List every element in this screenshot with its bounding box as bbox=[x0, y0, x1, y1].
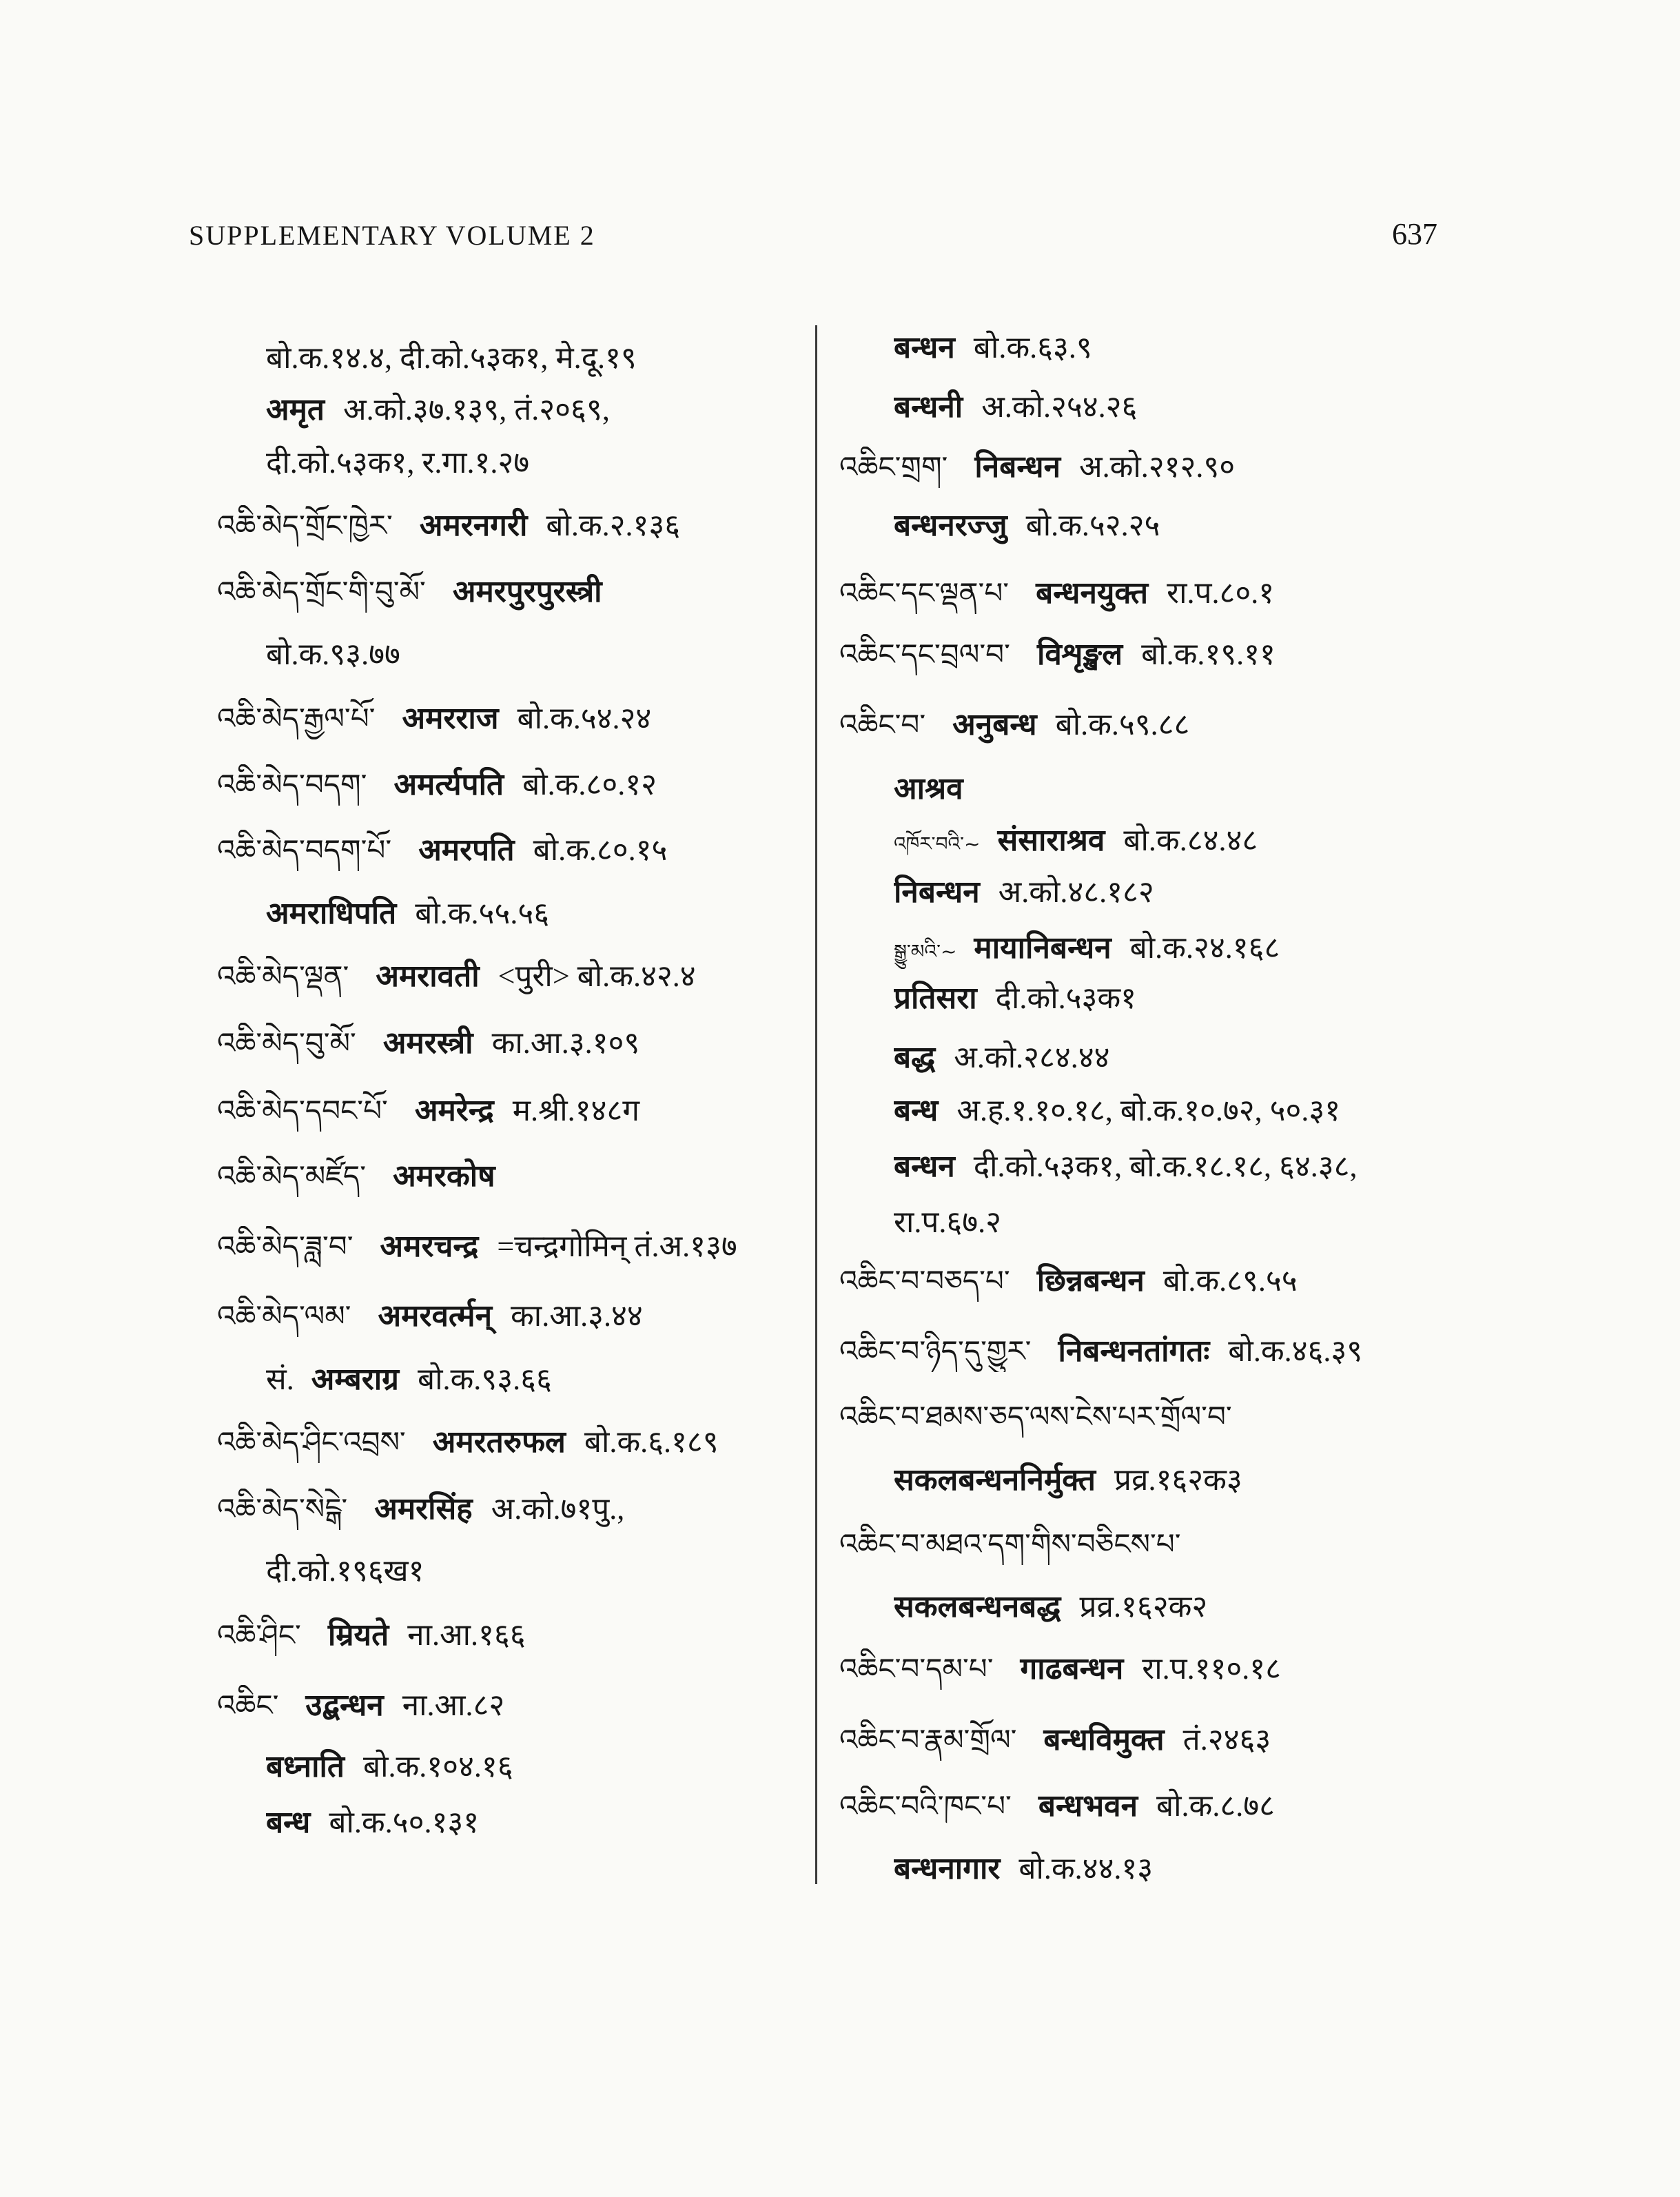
tibetan-term: འཆིང་བ་རྣམ་གྲོལ་ bbox=[839, 1723, 1017, 1757]
tibetan-term: འཆི་མེད་མཛོད་ bbox=[217, 1159, 367, 1193]
sanskrit-term: बन्धनी bbox=[894, 390, 963, 424]
source-reference: बो.क.५०.१३१ bbox=[329, 1806, 480, 1839]
source-reference: अ.ह.१.१०.१८, बो.क.१०.७२, ५०.३१ bbox=[956, 1094, 1341, 1127]
tibetan-term: འཆི་མེད་རྒྱལ་པོ་ bbox=[217, 702, 376, 735]
entry-line bbox=[217, 1489, 803, 1530]
tibetan-term: འཆིང་བ་ཐམས་ཅད་ལས་ངེས་པར་གྲོལ་བ་ bbox=[839, 1400, 1232, 1433]
source-reference: दी.को.५३क१, बो.क.१८.१८, ६४.३८, bbox=[973, 1149, 1358, 1183]
sanskrit-term: विशृङ्खल bbox=[1036, 637, 1123, 671]
tibetan-term: འཆི་མེད་བདག་པོ་ bbox=[217, 833, 392, 867]
sanskrit-term: अमरसिंह bbox=[374, 1492, 473, 1526]
entry-line bbox=[266, 893, 803, 934]
source-reference: बो.क.९३.६६ bbox=[418, 1362, 552, 1396]
tibetan-term: འཆིང་དང་ལྡན་པ་ bbox=[839, 576, 1010, 610]
entry-line bbox=[894, 768, 1548, 810]
source-reference: का.आ.३.१०९ bbox=[491, 1026, 640, 1060]
entry-line bbox=[266, 338, 803, 379]
entry-line bbox=[839, 704, 1549, 746]
source-reference: प्रव्र.१६२क२ bbox=[1079, 1590, 1208, 1624]
entry-line bbox=[894, 1202, 1548, 1243]
entry-line bbox=[894, 1146, 1548, 1187]
tibetan-term: འཆི་མེད་ཟླ་བ་ bbox=[217, 1229, 354, 1263]
entry-line bbox=[894, 978, 1548, 1019]
tibetan-prefix: འཁོར་བའི་~ bbox=[894, 832, 981, 855]
tibetan-term: འཆིང་བ་ bbox=[839, 708, 926, 742]
tibetan-term: འཆི་མེད་གྲོང་གི་བུ་མོ་ bbox=[217, 575, 426, 609]
entry-line bbox=[839, 1648, 1549, 1690]
sanskrit-term: आश्रव bbox=[894, 772, 963, 806]
source-reference: <पुरी> बो.क.४२.४ bbox=[498, 959, 696, 993]
entry-line bbox=[839, 1719, 1549, 1761]
sanskrit-term: बन्धन bbox=[894, 1149, 955, 1183]
entry-line bbox=[266, 1359, 803, 1400]
tibetan-term: འཆི་མེད་ཤིང་འབྲས་ bbox=[217, 1425, 406, 1459]
source-reference: ना.आ.८२ bbox=[402, 1688, 505, 1722]
sanskrit-term: गाढबन्धन bbox=[1020, 1652, 1124, 1686]
sanskrit-term: अनुबन्ध bbox=[952, 708, 1037, 742]
sanskrit-term: अमृत bbox=[266, 393, 325, 427]
entry-line bbox=[217, 1685, 803, 1726]
tibetan-term: འཆི་མེད་བདག་ bbox=[217, 768, 367, 801]
source-reference: रा.प.११०.१८ bbox=[1142, 1652, 1282, 1686]
entry-line bbox=[217, 1422, 803, 1463]
tibetan-term: འཆིང་བ་དམ་པ་ bbox=[839, 1652, 994, 1686]
source-reference: म.श्री.१४८ग bbox=[512, 1094, 640, 1127]
entry-line bbox=[839, 1331, 1549, 1372]
entry-line bbox=[217, 1156, 803, 1197]
tibetan-term: འཆིང་བ་བཅད་པ་ bbox=[839, 1264, 1010, 1298]
entry-line bbox=[894, 820, 1548, 861]
source-reference: बो.क.९३.७७ bbox=[266, 637, 400, 671]
source-reference: बो.क.२.१३६ bbox=[546, 509, 681, 542]
sanskrit-term: अमरस्त्री bbox=[382, 1026, 473, 1060]
source-reference: बो.क.८९.५५ bbox=[1162, 1264, 1298, 1298]
tibetan-term: འཆི་མེད་ལྡན་ bbox=[217, 959, 349, 993]
sanskrit-term: सकलबन्धनबद्ध bbox=[894, 1590, 1061, 1624]
page-header bbox=[189, 219, 1498, 260]
sanskrit-term: उद्बन्धन bbox=[305, 1688, 384, 1722]
tibetan-term: འཆི་མེད་སེངྒེ་ bbox=[217, 1492, 348, 1526]
sanskrit-term: बन्ध bbox=[266, 1806, 311, 1839]
sanskrit-term: बन्धनागार bbox=[894, 1852, 1001, 1886]
tibetan-term: འཆི་མེད་དབང་པོ་ bbox=[217, 1094, 388, 1127]
sanskrit-term: अमरकोष bbox=[393, 1159, 495, 1193]
sanskrit-term: बन्ध bbox=[894, 1094, 939, 1127]
source-reference: रा.प.८०.१ bbox=[1167, 576, 1275, 610]
entry-line bbox=[894, 928, 1548, 969]
page-number: 637 bbox=[1392, 217, 1437, 251]
entry-line bbox=[894, 1460, 1548, 1501]
entry-line bbox=[266, 634, 803, 675]
tibetan-term: འཆིང་གྲག་ bbox=[839, 450, 948, 484]
source-reference: ना.आ.१६६ bbox=[407, 1618, 526, 1652]
entry-line bbox=[839, 634, 1549, 675]
tibetan-prefix: སྒྱུ་མའི་~ bbox=[894, 940, 957, 963]
sanskrit-term: निबन्धन bbox=[974, 450, 1061, 484]
entry-line bbox=[217, 698, 803, 739]
source-reference: बो.क.१४.४, दी.को.५३क१, मे.दू.१९ bbox=[266, 341, 637, 375]
sanskrit-term: अमरपुरपुरस्त्री bbox=[452, 575, 602, 609]
entry-line bbox=[894, 1586, 1548, 1628]
entry-line bbox=[266, 1746, 803, 1788]
entry-line bbox=[839, 1260, 1549, 1302]
source-reference: बो.क.८.७८ bbox=[1156, 1789, 1275, 1823]
tibetan-term: འཆིང་བའི་ཁང་པ་ bbox=[839, 1789, 1012, 1823]
sanskrit-term: अमरपति bbox=[418, 833, 515, 867]
entry-line bbox=[266, 1551, 803, 1592]
source-reference: अ.को.४८.१८२ bbox=[998, 875, 1154, 909]
entry-line bbox=[217, 1090, 803, 1132]
entry-line bbox=[217, 830, 803, 871]
tibetan-term: འཆི་མེད་ལམ་ bbox=[217, 1299, 351, 1333]
source-reference: बो.क.६३.९ bbox=[973, 331, 1092, 365]
sanskrit-term: बन्धन bbox=[894, 331, 955, 365]
source-reference: बो.क.८४.४८ bbox=[1123, 824, 1258, 857]
source-reference: बो.क.८०.१२ bbox=[522, 768, 657, 801]
source-reference: दी.को.५३क१ bbox=[995, 981, 1137, 1015]
source-reference: बो.क.१९.११ bbox=[1141, 637, 1276, 671]
sanskrit-term: निबन्धन bbox=[894, 875, 980, 909]
entry-line bbox=[894, 1090, 1548, 1132]
entry-line bbox=[839, 1396, 1549, 1438]
entry-line bbox=[894, 872, 1548, 913]
sanskrit-term: बन्धनरज्जु bbox=[894, 509, 1007, 542]
sanskrit-term: बन्धनयुक्त bbox=[1036, 576, 1149, 610]
source-reference: दी.को.१९६ख१ bbox=[266, 1554, 424, 1588]
sanskrit-term: अमरतरुफल bbox=[432, 1425, 566, 1459]
entry-line bbox=[894, 505, 1548, 546]
source-reference: बो.क.५४.२४ bbox=[517, 702, 652, 735]
sanskrit-term: अमरावती bbox=[376, 959, 480, 993]
entry-line bbox=[839, 573, 1549, 614]
entry-line bbox=[266, 442, 803, 484]
tibetan-term: འཆིང་བ་མཐའ་དག་གིས་བཅིངས་པ་ bbox=[839, 1527, 1181, 1561]
sanskrit-term: अमरेन्द्र bbox=[414, 1094, 494, 1127]
entry-line bbox=[217, 1615, 803, 1656]
source-reference: बो.क.१०४.१६ bbox=[362, 1750, 513, 1784]
sanskrit-term: छिन्नबन्धन bbox=[1036, 1264, 1145, 1298]
entry-line bbox=[894, 327, 1548, 369]
sanskrit-term: बन्धभवन bbox=[1038, 1789, 1138, 1823]
entry-line bbox=[839, 1524, 1549, 1565]
source-reference: दी.को.५३क१, र.गा.१.२७ bbox=[266, 446, 530, 480]
column-divider bbox=[815, 325, 817, 1884]
source-reference: बो.क.५२.२५ bbox=[1025, 509, 1160, 542]
source-reference: तं.२४६३ bbox=[1182, 1723, 1271, 1757]
sanskrit-term: म्रियते bbox=[327, 1618, 389, 1652]
source-reference: अ.को.२८४.४४ bbox=[954, 1041, 1110, 1074]
entry-line bbox=[217, 764, 803, 806]
entry-line bbox=[217, 956, 803, 997]
source-reference: अ.को.२१२.९० bbox=[1078, 450, 1236, 484]
entry-line bbox=[217, 1296, 803, 1337]
sanskrit-term: अमरचन्द्र bbox=[380, 1229, 479, 1263]
entry-line bbox=[217, 1023, 803, 1064]
entry-line bbox=[894, 1848, 1548, 1890]
sanskrit-term: अमराधिपति bbox=[266, 897, 397, 930]
sanskrit-term: अमरवर्त्मन् bbox=[378, 1299, 492, 1333]
source-reference: बो.क.४४.१३ bbox=[1018, 1852, 1154, 1886]
source-reference: बो.क.४६.३९ bbox=[1228, 1334, 1363, 1368]
tibetan-term: འཆི་ཤིང་ bbox=[217, 1618, 301, 1652]
source-reference: प्रव्र.१६२क३ bbox=[1114, 1463, 1242, 1497]
entry-line bbox=[217, 571, 803, 613]
source-reference: रा.प.६७.२ bbox=[894, 1205, 1002, 1239]
source-reference: का.आ.३.४४ bbox=[511, 1299, 643, 1333]
source-reference: बो.क.२४.१६८ bbox=[1129, 931, 1280, 965]
entry-line bbox=[839, 1786, 1549, 1827]
source-reference: अ.को.२५४.२६ bbox=[981, 390, 1138, 424]
sanskrit-term: अमर्त्यपति bbox=[393, 768, 504, 801]
running-title: SUPPLEMENTARY VOLUME 2 bbox=[189, 220, 595, 251]
tibetan-term: འཆིང་དང་བྲལ་བ་ bbox=[839, 637, 1010, 671]
sanskrit-term: बध्नाति bbox=[266, 1750, 345, 1784]
source-reference: बो.क.५९.८८ bbox=[1055, 708, 1190, 742]
sanskrit-term: संसाराश्रव bbox=[997, 824, 1105, 857]
entry-line bbox=[217, 1226, 803, 1267]
entry-line bbox=[894, 387, 1548, 428]
sanskrit-term: मायानिबन्धन bbox=[974, 931, 1112, 965]
lead-label: सं. bbox=[266, 1362, 294, 1396]
sanskrit-term: सकलबन्धननिर्मुक्त bbox=[894, 1463, 1096, 1497]
sanskrit-term: अमरराज bbox=[402, 702, 499, 735]
entry-line bbox=[266, 1802, 803, 1843]
entry-line bbox=[839, 447, 1549, 488]
sanskrit-term: अम्बराग्र bbox=[311, 1362, 399, 1396]
source-reference: बो.क.८०.१५ bbox=[533, 833, 668, 867]
sanskrit-term: प्रतिसरा bbox=[894, 981, 977, 1015]
source-reference: बो.क.५५.५६ bbox=[415, 897, 550, 930]
sanskrit-term: निबन्धनतांगतः bbox=[1058, 1334, 1210, 1368]
tibetan-term: འཆིང་བ་ཉིད་དུ་གྱུར་ bbox=[839, 1334, 1032, 1368]
source-reference: अ.को.७१पु., bbox=[491, 1492, 625, 1526]
tibetan-term: འཆི་མེད་གྲོང་ཁྱེར་ bbox=[217, 509, 393, 542]
tibetan-term: འཆིང་ bbox=[217, 1688, 279, 1722]
sanskrit-term: बद्ध bbox=[894, 1041, 936, 1074]
entry-line bbox=[894, 1037, 1548, 1079]
tibetan-term: འཆི་མེད་བུ་མོ་ bbox=[217, 1026, 356, 1060]
sanskrit-term: अमरनगरी bbox=[419, 509, 528, 542]
source-reference: बो.क.६.१८९ bbox=[584, 1425, 719, 1459]
entry-line bbox=[217, 505, 803, 546]
entry-line bbox=[266, 389, 803, 431]
source-reference: =चन्द्रगोमिन् तं.अ.१३७ bbox=[497, 1229, 737, 1263]
sanskrit-term: बन्धविमुक्त bbox=[1043, 1723, 1165, 1757]
source-reference: अ.को.३७.१३९, तं.२०६९, bbox=[343, 393, 610, 427]
